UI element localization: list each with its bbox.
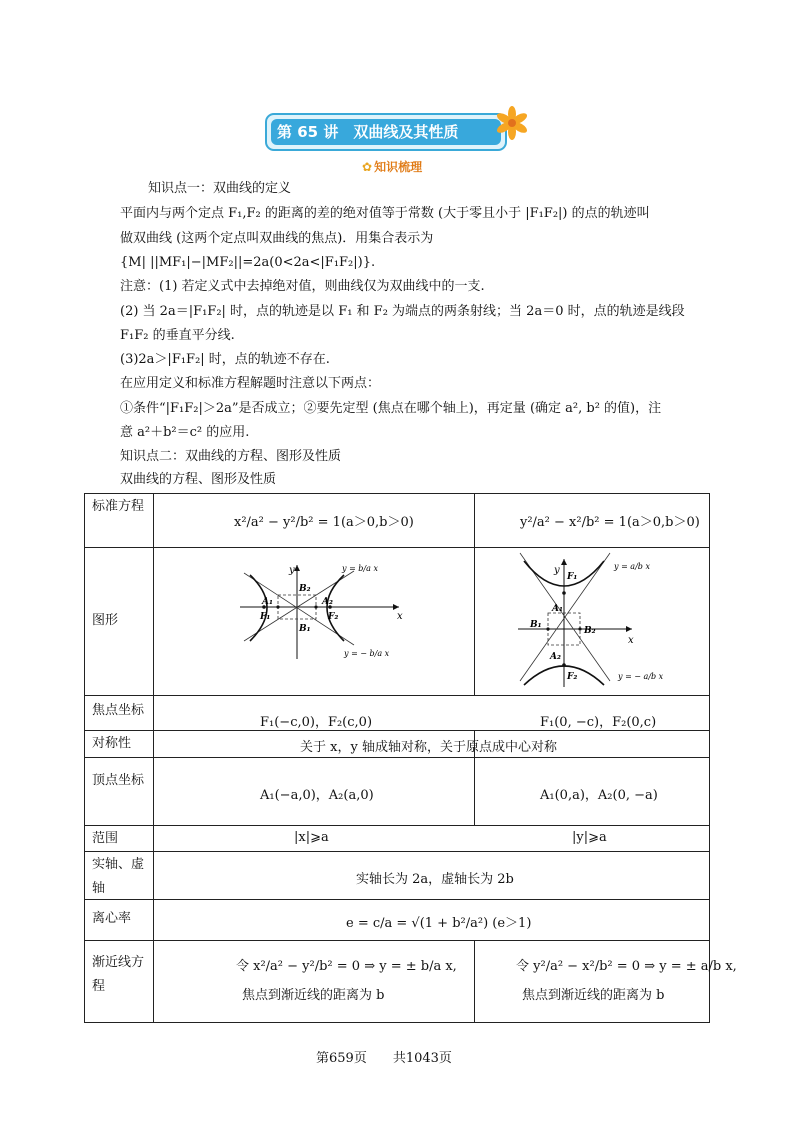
flower-icon [495,103,529,143]
vertex-coords-y-axis: A₁(0,a)，A₂(0, −a) [540,788,658,803]
properties-table [84,493,737,1023]
svg-text:B₂: B₂ [584,626,596,636]
range-x-axis: |x|⩾a [294,830,329,845]
svg-text:A₁: A₁ [552,604,563,614]
svg-text:F₂: F₂ [567,672,578,682]
hyperbola-y-axis-figure [514,551,704,691]
label-eccentricity: 离心率 [92,911,132,926]
svg-text:y = a/b x: y = a/b x [614,562,650,571]
svg-text:A₂: A₂ [322,597,333,607]
section-heading [362,158,422,175]
focus-coords-x-axis: F₁(−c,0)，F₂(c,0) [260,715,373,730]
svg-text:F₁: F₁ [567,572,578,582]
asymptote-x-axis-distance: 焦点到渐近线的距离为 b [242,988,385,1003]
label-focus-coords: 焦点坐标 [92,703,145,718]
label-vertex-coords: 顶点坐标 [92,773,145,788]
svg-text:y: y [289,565,295,576]
label-symmetry: 对称性 [92,736,132,751]
label-standard-equation: 标准方程 [92,499,145,514]
label-asymptote: 渐近线方程 [92,955,145,994]
knowledge-point-1-title: 知识点一：双曲线的定义 [148,181,292,196]
vertex-coords-x-axis: A₁(−a,0)，A₂(a,0) [260,788,374,803]
svg-text:A₁: A₁ [262,597,273,607]
section-heading-text: 知识梳理 [374,160,423,174]
svg-text:y: y [554,565,560,576]
svg-text:F₁: F₁ [260,612,271,622]
focus-coords-y-axis: F₁(0, −c)，F₂(0,c) [540,715,657,730]
tip-line-1: ①条件“|F₁F₂|＞2a”是否成立；②要先定型 (焦点在哪个轴上)，再定量 (确定 a², b² 的值)，注 [120,401,662,416]
svg-text:y = − b/a x: y = − b/a x [344,649,390,658]
lecture-title-banner [265,113,513,149]
label-range: 范围 [92,831,119,846]
note-1: 注意：(1) 若定义式中去掉绝对值，则曲线仅为双曲线中的一支. [120,279,485,294]
note-2-cont: F₁F₂ 的垂直平分线. [120,328,235,343]
table-caption: 双曲线的方程、图形及性质 [120,472,277,487]
page-footer: 第659页 共1043页 [316,1051,452,1066]
symmetry-text: 关于 x，y 轴成轴对称，关于原点成中心对称 [300,740,557,755]
equation-y-axis: y²/a² − x²/b² = 1(a＞0,b＞0) [520,515,700,530]
label-axes: 实轴、虚轴 [92,857,145,896]
knowledge-point-2-title: 知识点二：双曲线的方程、图形及性质 [120,449,342,464]
svg-text:F₂: F₂ [328,612,339,622]
svg-text:y = − a/b x: y = − a/b x [618,672,664,681]
equation-x-axis: x²/a² − y²/b² = 1(a＞0,b＞0) [234,515,414,530]
tip-line-2: 意 a²＋b²＝c² 的应用. [120,425,250,440]
svg-text:B₁: B₁ [299,624,311,634]
asymptote-y-axis-formula: 令 y²/a² − x²/b² = 0 ⇒ y = ± a/b x, [516,959,737,974]
definition-line-2: 做双曲线 (这两个定点叫双曲线的焦点)．用集合表示为 [120,231,434,246]
note-3: (3)2a＞|F₁F₂| 时，点的轨迹不存在. [120,352,330,367]
definition-line-1: 平面内与两个定点 F₁,F₂ 的距离的差的绝对值等于常数 (大于零且小于 |F₁F₂|) 的点的轨迹叫 [120,206,650,221]
note-2: (2) 当 2a＝|F₁F₂| 时，点的轨迹是以 F₁ 和 F₂ 为端点的两条射线；当 2a＝0 时，点的轨迹是线段 [120,304,685,319]
axes-length-text: 实轴长为 2a，虚轴长为 2b [356,872,514,887]
lecture-title: 第 65 讲 双曲线及其性质 [277,123,459,141]
hyperbola-x-axis-figure [234,561,404,665]
definition-set: {M| ||MF₁|−|MF₂||=2a(0<2a<|F₁F₂|)}. [120,255,376,270]
svg-text:y = b/a x: y = b/a x [342,564,378,573]
asymptote-x-axis-formula: 令 x²/a² − y²/b² = 0 ⇒ y = ± b/a x, [236,959,457,974]
label-graph: 图形 [92,613,119,628]
flower-bullet-icon: ✿ [362,160,373,174]
svg-text:A₂: A₂ [550,652,561,662]
tips-intro: 在应用定义和标准方程解题时注意以下两点： [120,376,381,391]
svg-text:B₂: B₂ [299,584,311,594]
eccentricity-formula: e = c/a = √(1 + b²/a²) (e＞1) [346,916,532,931]
svg-text:B₁: B₁ [530,620,542,630]
svg-text:x: x [397,611,403,622]
svg-text:x: x [628,635,634,646]
asymptote-y-axis-distance: 焦点到渐近线的距离为 b [522,988,665,1003]
range-y-axis: |y|⩾a [572,830,607,845]
